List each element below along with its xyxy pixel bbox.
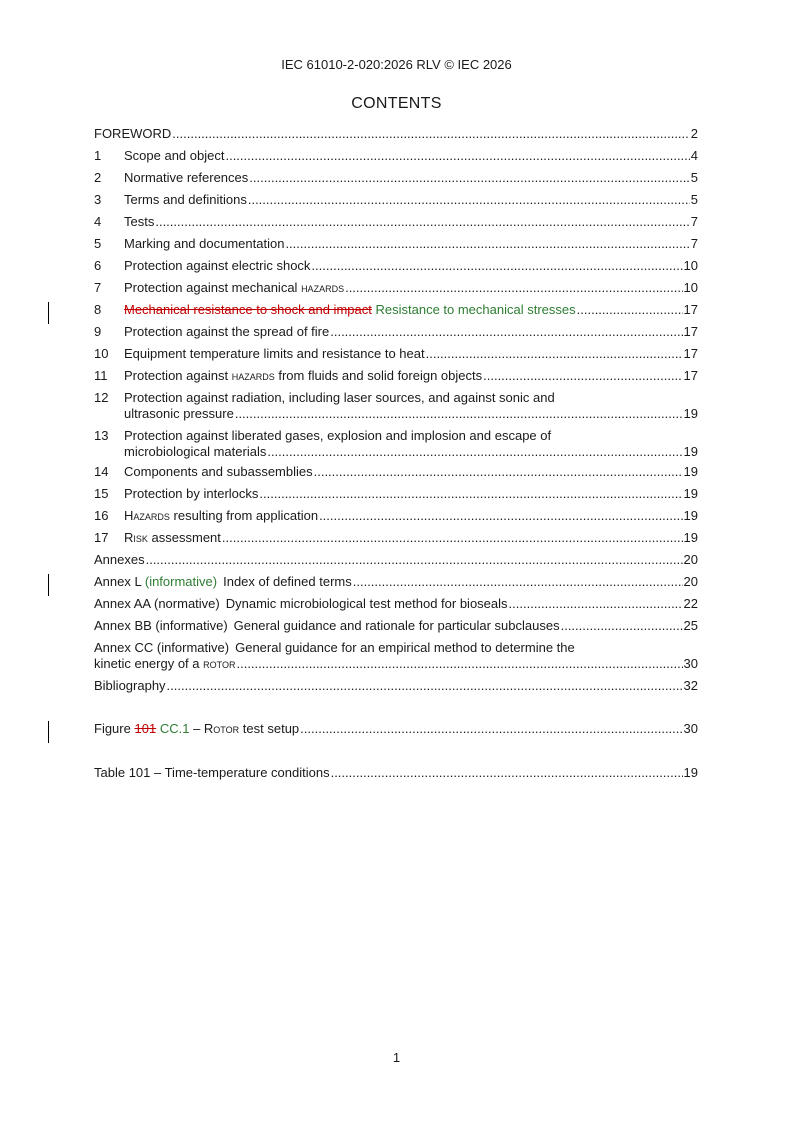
inserted-text: Resistance to mechanical stresses [375,302,576,317]
toc-entry-clause-4[interactable]: 4 Tests ..... 7 [94,214,698,230]
document-header: IEC 61010-2-020:2026 RLV © IEC 2026 [281,57,512,72]
toc-entry-annex-aa[interactable]: Annex AA (normative) Dynamic microbiological test method for bioseals ..... 22 [94,596,698,612]
toc-entry-clause-11[interactable]: 11 Protection against hazards from fluids and solid foreign objects ..... 17 [94,368,698,384]
toc-entry-clause-7[interactable]: 7 Protection against mechanical hazards ..... 10 [94,280,698,296]
toc-entry-figure[interactable]: Figure 101 CC.1 – Rotor test setup ..... 30 [94,721,698,737]
toc-entry-annex-cc[interactable]: Annex CC (informative) General guidance for an empirical method to determine the kinetic energy of a rotor ..... 30 [94,640,698,672]
toc-entry-bibliography[interactable]: Bibliography ..... 32 [94,678,698,694]
toc-entry-clause-3[interactable]: 3 Terms and definitions ..... 5 [94,192,698,208]
toc-entry-annex-bb[interactable]: Annex BB (informative) General guidance and rationale for particular subclauses ..... 25 [94,618,698,634]
change-bar [48,721,49,743]
toc-entry-clause-2[interactable]: 2 Normative references ..... 5 [94,170,698,186]
inserted-text: CC.1 [159,721,190,736]
page-title: CONTENTS [351,95,442,112]
toc-entry-clause-12[interactable]: 12 Protection against radiation, including laser sources, and against sonic and ultrasonic pressure ..... 19 [94,390,698,422]
toc-entry-annex-l[interactable]: Annex L (informative) Index of defined terms ..... 20 [94,574,698,590]
toc-entry-clause-16[interactable]: 16 Hazards resulting from application ..... 19 [94,508,698,524]
toc-entry-clause-5[interactable]: 5 Marking and documentation ..... 7 [94,236,698,252]
toc-entry-clause-14[interactable]: 14 Components and subassemblies ..... 19 [94,464,698,480]
toc-entry-annexes[interactable]: Annexes ..... 20 [94,552,698,568]
toc-entry-clause-1[interactable]: 1 Scope and object ..... 4 [94,148,698,164]
change-bar [48,302,49,324]
inserted-text: (informative) [144,574,218,589]
toc-entry-clause-6[interactable]: 6 Protection against electric shock ..... 10 [94,258,698,274]
toc-entry-clause-17[interactable]: 17 Risk assessment ..... 19 [94,530,698,546]
deleted-text: Mechanical resistance to shock and impact [124,302,372,317]
toc-entry-foreword[interactable]: FOREWORD ..... 2 [94,126,698,142]
deleted-text: 101 [134,721,157,736]
toc-entry-table[interactable]: Table 101 – Time-temperature conditions ..... 19 [94,765,698,781]
change-bar [48,574,49,596]
toc-entry-clause-15[interactable]: 15 Protection by interlocks ..... 19 [94,486,698,502]
toc-entry-clause-9[interactable]: 9 Protection against the spread of fire ..... 17 [94,324,698,340]
page-number: 1 [392,1050,401,1065]
toc-entry-clause-13[interactable]: 13 Protection against liberated gases, explosion and implosion and escape of microbiological materials ..... 19 [94,428,698,460]
toc-entry-clause-10[interactable]: 10 Equipment temperature limits and resistance to heat ..... 17 [94,346,698,362]
toc-entry-clause-8[interactable]: 8 Mechanical resistance to shock and impact Resistance to mechanical stresses ..... 17 [94,302,698,318]
